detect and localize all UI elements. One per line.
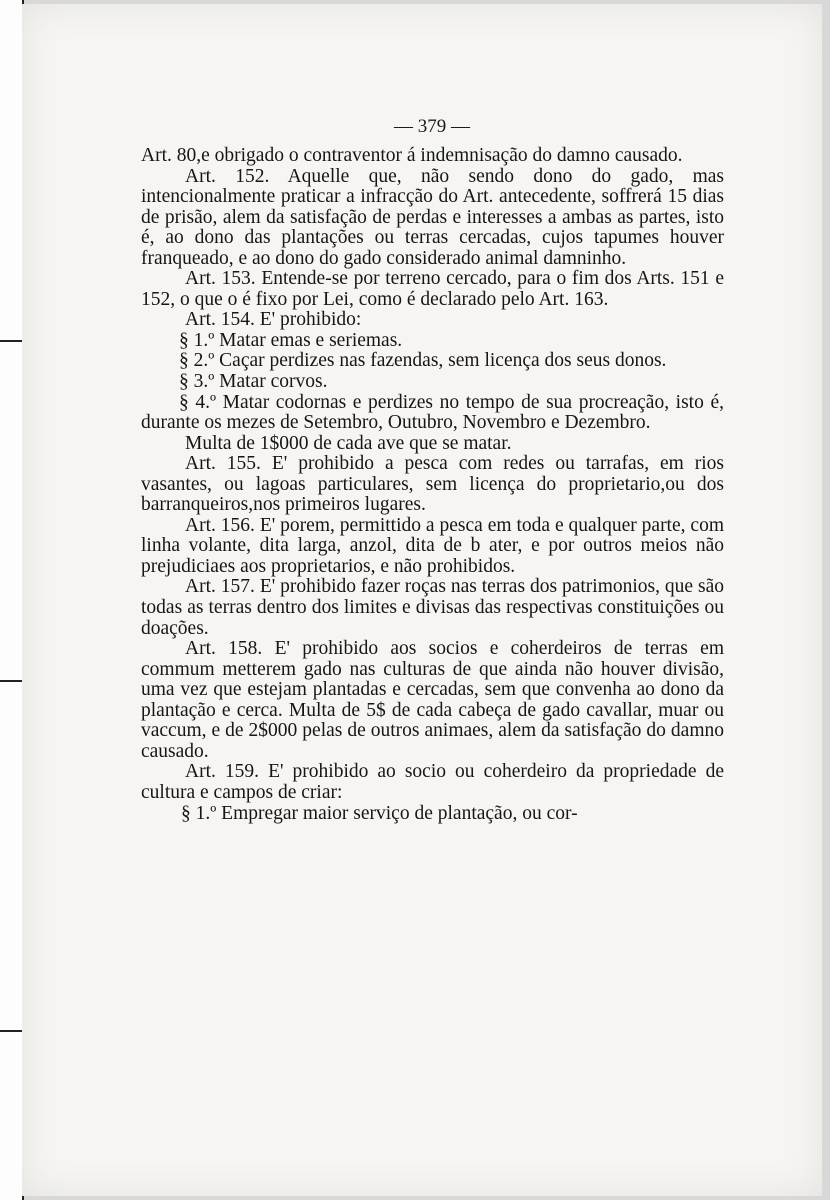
paragraph: Art. 156. E' porem, permittido a pesca em toda e qualquer parte, com linha volante, dita larga, anzol, dita de b ater, e por outros meios não prejudiciaes aos proprietarios, e não prohibidos.: [141, 514, 724, 577]
paragraph: Art. 153. Entende-se por terreno cercado, para o fim dos Arts. 151 e 152, o que o é fixo por Lei, como é declarado pelo Art. 163.: [141, 268, 724, 310]
scan-border-mark: [0, 680, 22, 682]
paragraph: Art. 155. E' prohibido a pesca com redes ou tarrafas, em rios vasantes, ou lagoas particulares, sem licença do proprietario,ou dos barranqueiros,nos primeiros lugares.: [141, 453, 724, 516]
scanner-margin: [0, 0, 24, 1200]
paragraph: § 2.º Caçar perdizes nas fazendas, sem licença dos seus donos.: [179, 350, 667, 372]
paragraph: Art. 80,e obrigado o contraventor á indemnisação do damno causado.: [141, 145, 683, 166]
paragraph: Art. 158. E' prohibido aos socios e coherdeiros de terras em commum metterem gado nas culturas de que ainda não houver divisão, uma vez que estejam plantadas e cercadas, sem que convenha ao dono da plantação e cerca. Multa de 5$ de cada cabeça de gado cavallar, muar ou vaccum, e de 2$000 pelas de outros animaes, alem da satisfação do damno causado.: [141, 638, 724, 762]
paragraph: § 1.º Empregar maior serviço de plantação, ou cor-: [181, 802, 578, 824]
body-text: [141, 146, 724, 824]
paragraph: Art. 159. E' prohibido ao socio ou coherdeiro da propriedade de cultura e campos de criar:: [141, 761, 724, 803]
paragraph: § 4.º Matar codornas e perdizes no tempo de sua procreação, isto é, durante os mezes de Setembro, Outubro, Novembro e Dezembro.: [141, 391, 724, 434]
paragraph: § 3.º Matar corvos.: [179, 371, 328, 393]
scan-border-mark: [0, 1030, 22, 1032]
paragraph: Multa de 1$000 de cada ave que se matar.: [185, 432, 512, 454]
scan-border-mark: [0, 340, 22, 342]
paragraph: Art. 157. E' prohibido fazer roças nas terras dos patrimonios, que são todas as terras dentro dos limites e divisas das respectivas constituições ou doações.: [141, 576, 724, 639]
paragraph: § 1.º Matar emas e seriemas.: [179, 329, 403, 351]
paragraph: Art. 152. Aquelle que, não sendo dono do gado, mas intencionalmente praticar a infracção do Art. antecedente, soffrerá 15 dias de prisão, alem da satisfação de perdas e interesses a ambas as partes, isto é, ao dono das plantações ou terras cercadas, cujos tapumes houver franqueado, e ao dono do gado considerado animal damninho.: [141, 165, 724, 269]
paragraph: Art. 154. E' prohibido:: [185, 309, 362, 331]
page-number: — 379 —: [394, 116, 470, 137]
